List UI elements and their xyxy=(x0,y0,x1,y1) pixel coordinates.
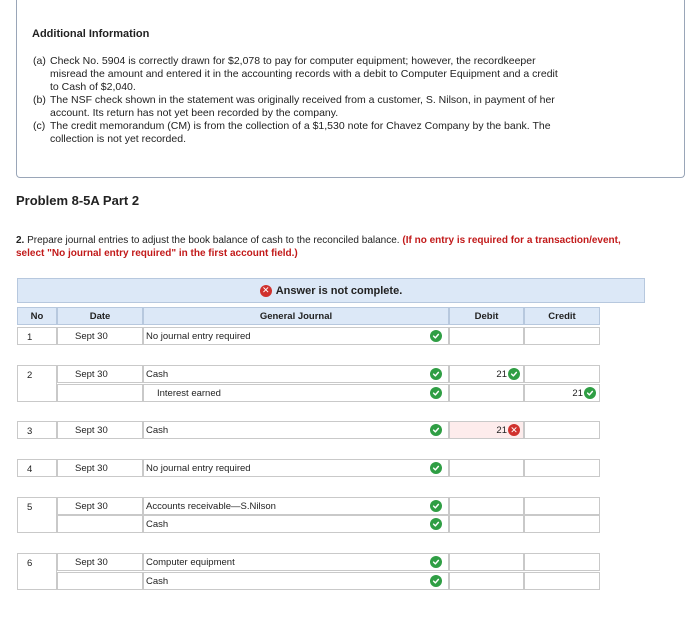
account-select[interactable] xyxy=(143,572,449,590)
correct-check-icon xyxy=(430,368,442,380)
instruction-note: (If no entry is required for a transaction/event, select "No journal entry required" in the first account field.) xyxy=(16,235,621,259)
debit-input[interactable] xyxy=(449,384,524,402)
date-cell[interactable] xyxy=(57,515,143,533)
debit-input[interactable] xyxy=(449,553,524,571)
row-number: 6 xyxy=(27,558,33,569)
correct-check-icon xyxy=(508,368,520,380)
debit-value: 21 xyxy=(496,425,507,436)
correct-check-icon xyxy=(430,387,442,399)
info-item-label: (a) xyxy=(33,55,46,67)
credit-input[interactable] xyxy=(524,515,600,533)
row-number: 1 xyxy=(27,332,33,343)
credit-input[interactable] xyxy=(524,421,600,439)
debit-input[interactable] xyxy=(449,459,524,477)
answer-status-text: Answer is not complete. xyxy=(275,284,403,297)
row-number-cell xyxy=(17,327,57,345)
date-value: Sept 30 xyxy=(75,557,108,568)
date-value: Sept 30 xyxy=(75,369,108,380)
account-name: Computer equipment xyxy=(146,557,235,568)
credit-value: 21 xyxy=(572,388,583,399)
header-general-journal: General Journal xyxy=(143,307,449,325)
row-number-cell xyxy=(17,421,57,439)
correct-check-icon xyxy=(430,518,442,530)
account-name: No journal entry required xyxy=(146,463,251,474)
info-item-label: (c) xyxy=(33,120,46,132)
incomplete-icon: ✕ xyxy=(260,285,272,297)
date-value: Sept 30 xyxy=(75,463,108,474)
correct-check-icon xyxy=(430,500,442,512)
correct-check-icon xyxy=(430,556,442,568)
credit-input[interactable] xyxy=(524,553,600,571)
row-number: 3 xyxy=(27,426,33,437)
correct-check-icon xyxy=(430,424,442,436)
account-select[interactable] xyxy=(143,421,449,439)
info-line: misread the amount and entered it in the accounting records with a debit to Computer Equipment and a credit xyxy=(50,68,558,80)
row-number: 5 xyxy=(27,502,33,513)
credit-input[interactable] xyxy=(524,365,600,383)
info-line: collection is not yet recorded. xyxy=(50,133,186,145)
row-number: 2 xyxy=(27,370,33,381)
account-name: Cash xyxy=(146,425,169,436)
correct-check-icon xyxy=(430,575,442,587)
info-item-b xyxy=(33,94,555,119)
correct-check-icon xyxy=(584,387,596,399)
row-number-cell xyxy=(17,497,57,533)
date-cell[interactable] xyxy=(57,572,143,590)
account-name: No journal entry required xyxy=(146,331,251,342)
row-number-cell xyxy=(17,459,57,477)
row-number: 4 xyxy=(27,464,33,475)
header-no: No xyxy=(17,307,57,325)
credit-input[interactable] xyxy=(524,459,600,477)
info-line: account. Its return has not yet been recorded by the company. xyxy=(50,107,339,119)
account-name: Cash xyxy=(146,369,169,380)
debit-input[interactable] xyxy=(449,497,524,515)
credit-input[interactable] xyxy=(524,327,600,345)
info-line: Check No. 5904 is correctly drawn for $2,078 to pay for computer equipment; however, the recordkeeper xyxy=(50,55,536,67)
account-name: Cash xyxy=(146,576,169,587)
row-number-cell xyxy=(17,365,57,402)
correct-check-icon xyxy=(430,330,442,342)
part-title: Problem 8-5A Part 2 xyxy=(16,193,140,208)
account-select[interactable] xyxy=(143,515,449,533)
correct-check-icon xyxy=(430,462,442,474)
instruction-text: Prepare journal entries to adjust the book balance of cash to the reconciled balance. xyxy=(24,235,403,246)
credit-input[interactable] xyxy=(524,572,600,590)
debit-input[interactable] xyxy=(449,572,524,590)
header-date: Date xyxy=(57,307,143,325)
debit-value: 21 xyxy=(496,369,507,380)
info-line: The credit memorandum (CM) is from the collection of a $1,530 note for Chavez Company by the bank. The xyxy=(50,120,551,132)
additional-information-title: Additional Information xyxy=(32,28,150,40)
debit-input[interactable] xyxy=(449,515,524,533)
instruction-number: 2. xyxy=(16,235,25,246)
account-select[interactable] xyxy=(143,365,449,383)
info-item-a xyxy=(33,55,558,93)
info-line: to Cash of $2,040. xyxy=(50,81,136,93)
account-name: Cash xyxy=(146,519,169,530)
date-value: Sept 30 xyxy=(75,425,108,436)
info-line: The NSF check shown in the statement was originally received from a customer, S. Nilson, in payment of her xyxy=(50,94,555,106)
instructions xyxy=(16,234,636,260)
debit-input[interactable] xyxy=(449,327,524,345)
header-credit: Credit xyxy=(524,307,600,325)
info-item-label: (b) xyxy=(33,94,46,106)
answer-status-bar xyxy=(17,278,645,303)
date-value: Sept 30 xyxy=(75,331,108,342)
incorrect-x-icon: ✕ xyxy=(508,424,520,436)
row-number-cell xyxy=(17,553,57,590)
account-name: Interest earned xyxy=(157,388,221,399)
date-cell[interactable] xyxy=(57,384,143,402)
date-value: Sept 30 xyxy=(75,501,108,512)
credit-input[interactable] xyxy=(524,497,600,515)
header-debit: Debit xyxy=(449,307,524,325)
account-name: Accounts receivable—S.Nilson xyxy=(146,501,276,512)
info-item-c xyxy=(33,120,551,145)
